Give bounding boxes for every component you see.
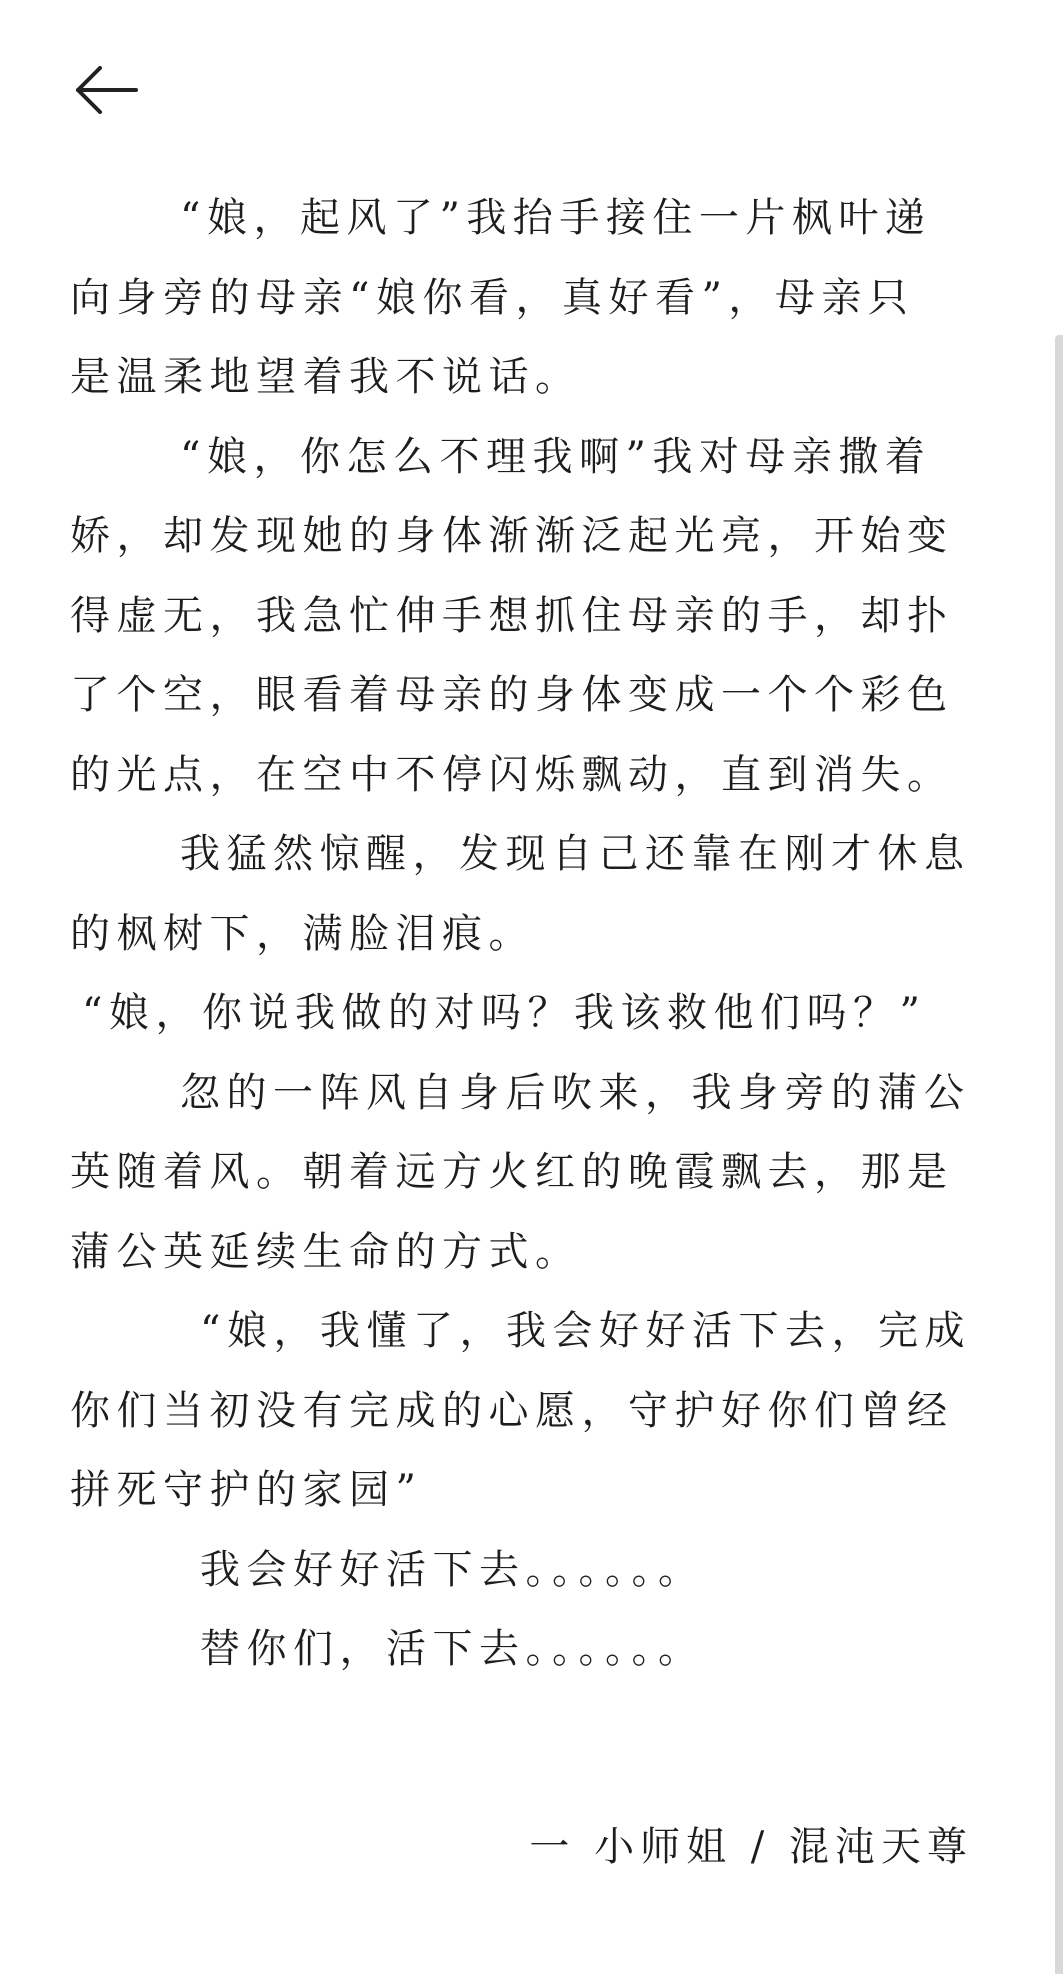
text-line: 我会好好活下去。。。。。。: [200, 1546, 705, 1593]
scrollbar-thumb[interactable]: [1055, 335, 1063, 1974]
text-line: “娘，我懂了，我会好好活下去，完成: [200, 1308, 971, 1354]
text-line: 你们当初没有完成的心愿，守护好你们曾经: [70, 1387, 954, 1434]
text-line: 英随着风。朝着远方火红的晚霞飘去，那是: [70, 1149, 954, 1195]
author-signature: 一 小师姐 / 混沌天尊: [529, 1824, 973, 1870]
text-line: 向身旁的母亲“娘你看，真好看”，母亲只: [70, 274, 915, 321]
text-line: 拼死守护的家园”: [70, 1467, 423, 1513]
text-line: 我猛然惊醒，发现自己还靠在刚才休息: [180, 831, 971, 877]
text-line: 得虚无，我急忙伸手想抓住母亲的手，却扑: [70, 592, 954, 639]
text-line: 娇，却发现她的身体渐渐泛起光亮，开始变: [70, 513, 954, 559]
text-line: 了个空，眼看着母亲的身体变成一个个彩色: [70, 672, 954, 718]
text-line: 是温柔地望着我不说话。: [70, 354, 582, 400]
text-line: 忽的一阵风自身后吹来，我身旁的蒲公: [180, 1069, 971, 1116]
text-line: 替你们，活下去。。。。。。: [200, 1626, 705, 1672]
text-line: 的枫树下，满脸泪痕。: [70, 910, 535, 957]
text-line: “娘，你怎么不理我啊”我对母亲撒着: [180, 433, 932, 480]
scrollbar[interactable]: [1055, 335, 1063, 1974]
back-button[interactable]: [70, 55, 140, 125]
text-line: “娘，起风了”我抬手接住一片枫叶递: [180, 195, 932, 241]
text-line: 的光点，在空中不停闪烁飘动，直到消失。: [70, 751, 954, 798]
arrow-left-icon: [70, 55, 140, 125]
top-bar: [0, 0, 1063, 160]
text-line: “娘，你说我做的对吗？我该救他们吗？”: [82, 990, 927, 1036]
text-line: 蒲公英延续生命的方式。: [70, 1228, 582, 1275]
article-body: [70, 195, 1000, 1709]
